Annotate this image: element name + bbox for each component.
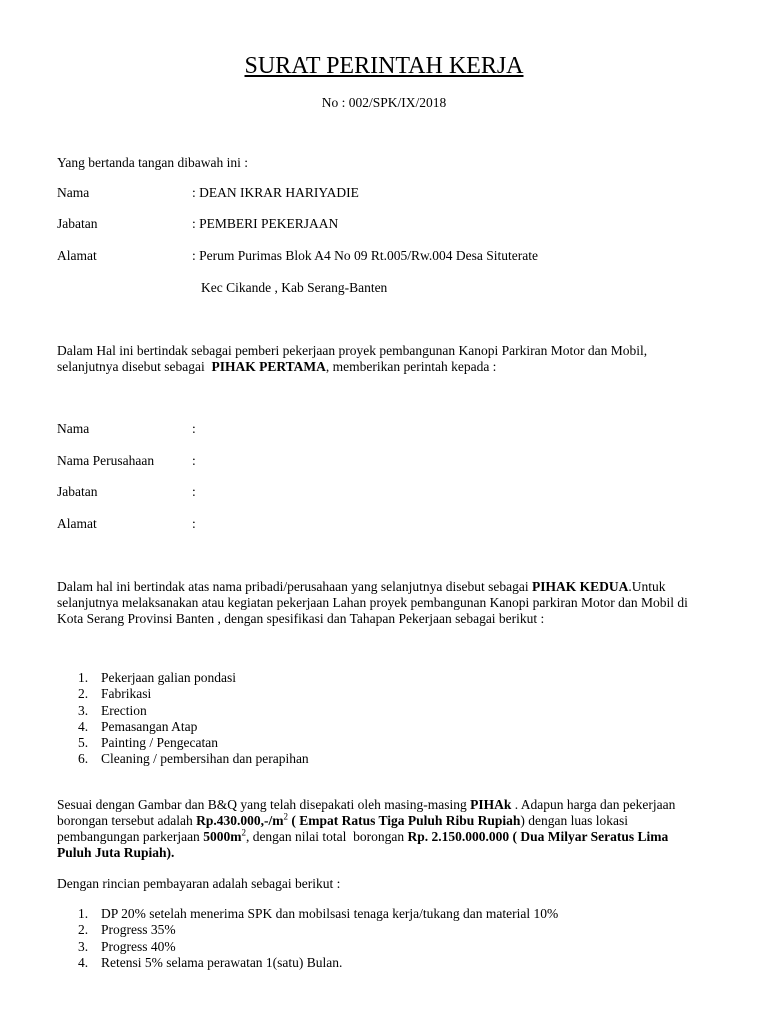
party2-nama-colon: :	[192, 421, 196, 436]
paragraph-line: Sesuai dengan Gambar dan B&Q yang telah disepakati oleh masing-masing PIHAk . Adapun harga dan pekerjaan	[57, 797, 676, 812]
list-item: 3. Erection	[78, 702, 147, 718]
list-item: 2. Progress 35%	[78, 922, 176, 938]
total-price: Rp. 2.150.000.000 ( Dua Milyar Seratus Lima	[407, 829, 669, 844]
list-item: 5. Painting / Pengecatan	[78, 735, 218, 751]
party2-perusahaan-colon: :	[192, 453, 196, 468]
pihak-pertama-label: PIHAK PERTAMA	[211, 359, 326, 374]
pihak-kedua-label: PIHAK KEDUA	[531, 579, 629, 594]
paragraph-line: pembangungan parkerjaan $5000m^2$, dengan nilai total borongan Rp. 2.150.000.000 ( Dua Milyar Seratus Lima	[57, 827, 669, 844]
party1-jabatan-label: Jabatan	[57, 216, 98, 231]
party1-nama-label: Nama	[57, 185, 90, 200]
party1-nama-value: : DEAN IKRAR HARIYADIE	[192, 185, 359, 200]
party1-alamat-value: : Perum Purimas Blok A4 No 09 Rt.005/Rw.004 Desa Situterate	[192, 248, 538, 263]
party2-alamat-label: Alamat	[57, 516, 97, 531]
list-item: 2. Fabrikasi	[78, 686, 152, 702]
party1-alamat-value-line2: Kec Cikande , Kab Serang-Banten	[201, 280, 388, 295]
party2-perusahaan-label: Nama Perusahaan	[57, 453, 155, 468]
list-item: 6. Cleaning / pembersihan dan perapihan	[78, 751, 309, 767]
list-item: 4. Pemasangan Atap	[78, 718, 198, 734]
paragraph-line: Kota Serang Provinsi Banten , dengan spesifikasi dan Tahapan Pekerjaan sebagai berikut :	[57, 611, 545, 626]
document-number: No : 002/SPK/IX/2018	[321, 95, 447, 110]
party2-nama-label: Nama	[57, 421, 90, 436]
party2-jabatan-colon: :	[192, 484, 196, 499]
document-title: SURAT PERINTAH KERJA	[244, 53, 524, 79]
party1-alamat-label: Alamat	[57, 248, 97, 263]
paragraph-pihak-pertama	[57, 343, 717, 375]
paragraph-line: Dalam Hal ini bertindak sebagai pemberi pekerjaan proyek pembangunan Kanopi Parkiran Motor dan Mobil,	[57, 343, 648, 358]
area-value: 5000m	[203, 829, 242, 844]
payment-items-list	[78, 906, 558, 971]
intro-text: Yang bertanda tangan dibawah ini :	[57, 155, 248, 170]
party1-jabatan-value: : PEMBERI PEKERJAAN	[192, 216, 339, 231]
paragraph-pihak-kedua	[57, 579, 717, 627]
party2-jabatan-label: Jabatan	[57, 484, 98, 499]
work-items-list	[78, 670, 309, 768]
paragraph-price	[57, 797, 717, 861]
party2-alamat-colon: :	[192, 516, 196, 531]
list-item: 3. Progress 40%	[78, 938, 176, 954]
paragraph-line: Puluh Juta Rupiah).	[57, 845, 175, 860]
paragraph-line: borongan tersebut adalah $Rp.430.000,-/m^2$ ( Empat Ratus Tiga Puluh Ribu Rupiah) dengan luas lokasi	[57, 811, 629, 828]
paragraph-line: Dalam hal ini bertindak atas nama pribadi/perusahaan yang selanjutnya disebut sebagai PIHAK KEDUA.Untuk	[57, 579, 666, 594]
list-item: 1. DP 20% setelah menerima SPK dan mobilsasi tenaga kerja/tukang dan material 10%	[78, 906, 559, 921]
unit-price: Rp.430.000,-/m	[196, 813, 284, 828]
list-item: 1. Pekerjaan galian pondasi	[78, 670, 236, 685]
paragraph-line: selanjutnya melaksanakan atau kegiatan pekerjaan Lahan proyek pembangunan Kanopi parkiran Motor dan Mobil di	[57, 595, 688, 610]
list-item: 4. Retensi 5% selama perawatan 1(satu) Bulan.	[78, 954, 343, 970]
paragraph-line: selanjutnya disebut sebagai PIHAK PERTAMA, memberikan perintah kepada :	[57, 359, 497, 374]
payment-intro: Dengan rincian pembayaran adalah sebagai berikut :	[57, 876, 341, 891]
